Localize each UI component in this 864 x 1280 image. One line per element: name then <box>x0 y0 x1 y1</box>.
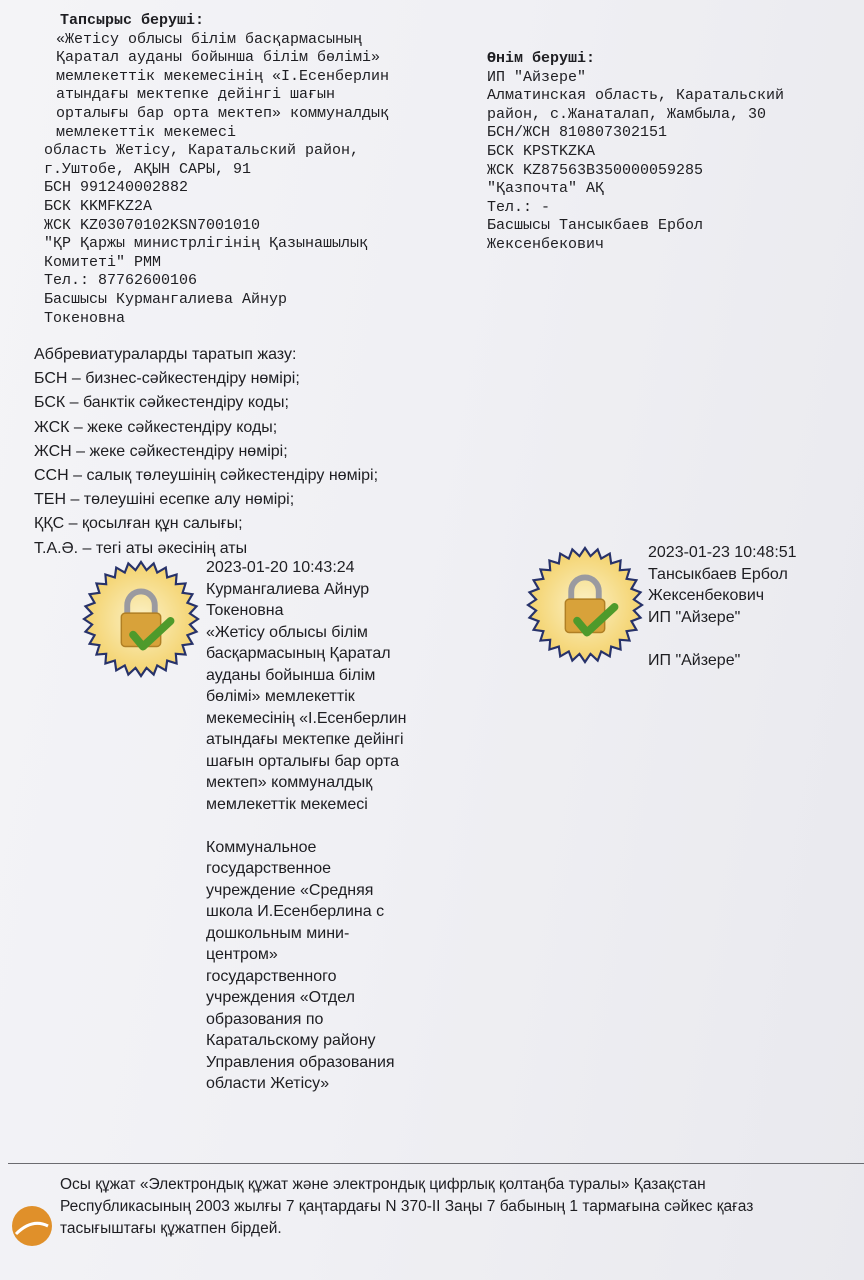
customer-heading: Тапсырыс беруші: <box>60 12 205 29</box>
signature-line: Тансыкбаев Ербол <box>648 565 788 583</box>
signature-line: басқармасының Қаратал <box>206 645 391 662</box>
signature-line: государственного <box>206 967 337 985</box>
supplier-line: ЖСК KZ87563B350000059285 <box>487 161 704 179</box>
abbreviation-item: ЖСН – жеке сәйкестендіру нөмірі; <box>34 442 288 460</box>
spacer <box>206 815 446 837</box>
signature-line: Управления образования <box>206 1053 395 1071</box>
customer-line: мемлекеттік мекемесі <box>56 123 237 141</box>
supplier-block <box>487 50 784 255</box>
customer-line: БСН 991240002882 <box>44 179 189 197</box>
customer-line: атындағы мектепке дейінгі шағын <box>56 86 336 104</box>
customer-line: Қаратал ауданы бойынша білім бөлімі» <box>56 49 381 67</box>
customer-line: Токеновна <box>44 309 126 327</box>
signature-line: Курмангалиева Айнур <box>206 580 370 598</box>
abbreviation-item: ТЕН – төлеушіні есепке алу нөмірі; <box>34 491 295 509</box>
signature-line: учреждение «Средняя <box>206 881 374 899</box>
supplier-line: Жексенбекович <box>487 235 605 253</box>
customer-line: Басшысы Курмангалиева Айнур <box>44 290 288 308</box>
customer-line: БСК KKMFKZ2A <box>44 197 153 215</box>
customer-line: орталығы бар орта мектеп» коммуналдық <box>56 104 390 122</box>
signature-line: школа И.Есенберлина с <box>206 903 385 920</box>
footer-line: Республикасының 2003 жылғы 7 қаңтардағы N 370-II Заңы 7 бабының 1 тармағына сәйкес қағаз <box>60 1198 754 1215</box>
supplier-heading: Өнім беруші: <box>487 50 596 67</box>
customer-line: Тел.: 87762600106 <box>44 272 198 290</box>
customer-line: г.Уштобе, АҚЫН САРЫ, 91 <box>44 160 252 178</box>
supplier-line: район, с.Жанаталап, Жамбыла, 30 <box>487 105 767 123</box>
signature-line: ИП "Айзере" <box>648 608 741 626</box>
supplier-line: БСК KPSTKZKA <box>487 142 596 160</box>
signature-timestamp: 2023-01-23 10:48:51 <box>648 544 797 561</box>
abbreviations-list <box>34 343 378 561</box>
signature-line: Токеновна <box>206 602 284 619</box>
customer-line: область Жетісу, Каратальский район, <box>44 142 360 160</box>
abbreviation-item: Т.А.Ә. – тегі аты әкесінің аты <box>34 539 248 557</box>
signature-seal-icon <box>526 546 644 664</box>
supplier-line: ИП "Айзере" <box>487 68 587 86</box>
customer-line: Комитеті" РММ <box>44 253 162 271</box>
footer-divider <box>8 1163 864 1164</box>
legal-footer <box>60 1174 860 1240</box>
supplier-line: БСН/ЖСН 810807302151 <box>487 124 668 142</box>
signature-line: ауданы бойынша білім <box>206 666 376 684</box>
signature-line: атындағы мектепке дейінгі <box>206 731 404 748</box>
signature-org: ИП "Айзере" <box>648 651 741 669</box>
signature-line: области Жетісу» <box>206 1075 330 1092</box>
signature-seal-icon <box>82 560 200 678</box>
customer-line: мемлекеттік мекемесінің «I.Есенберлин <box>56 67 390 85</box>
signature-line: учреждения «Отдел <box>206 989 355 1006</box>
abbreviation-item: БСК – банктік сәйкестендіру коды; <box>34 394 289 412</box>
footer-line: тасығыштағы құжатпен бірдей. <box>60 1220 282 1237</box>
customer-line: "ҚР Қаржы министрлігінің Қазынашылық <box>44 235 369 253</box>
abbreviation-item: ЖСК – жеке сәйкестендіру коды; <box>34 418 278 436</box>
signature-line: образования по <box>206 1010 324 1028</box>
supplier-line: Тел.: - <box>487 198 551 216</box>
signature-timestamp: 2023-01-20 10:43:24 <box>206 559 355 576</box>
abbreviation-item: БСН – бизнес-сәйкестендіру нөмірі; <box>34 370 300 388</box>
egov-logo-icon <box>10 1204 54 1248</box>
signature-line: центром» <box>206 946 278 963</box>
abbreviation-item: ҚҚС – қосылған құн салығы; <box>34 515 243 533</box>
customer-block <box>44 12 389 328</box>
signature-line: мекемесінің «I.Есенберлин <box>206 709 407 727</box>
signature-line: «Жетісу облысы білім <box>206 623 368 641</box>
signature-line: мемлекеттік мекемесі <box>206 795 368 813</box>
signature1-info <box>206 557 446 1095</box>
signature2-info <box>648 542 848 671</box>
signature-line: Коммунальное <box>206 838 317 856</box>
customer-line: ЖСК KZ03070102KSN7001010 <box>44 216 261 234</box>
supplier-line: "Қазпочта" АҚ <box>487 180 605 198</box>
signature-line: шағын орталығы бар орта <box>206 752 399 770</box>
footer-line: Осы құжат «Электрондық құжат және электрондық цифрлық қолтаңба туралы» Қазақстан <box>60 1176 706 1193</box>
signature-line: Каратальскому району <box>206 1032 376 1049</box>
signature-line: дошкольным мини- <box>206 924 350 942</box>
spacer <box>648 628 848 650</box>
abbreviation-item: ССН – салық төлеушінің сәйкестендіру нөмірі; <box>34 467 379 485</box>
signature-line: государственное <box>206 860 331 877</box>
signature-line: бөлімі» мемлекеттік <box>206 688 355 705</box>
signature-line: Жексенбекович <box>648 587 765 604</box>
customer-line: «Жетісу облысы білім басқармасының <box>56 30 363 48</box>
supplier-line: Басшысы Тансыкбаев Ербол <box>487 217 704 235</box>
abbreviations-heading: Аббревиатураларды таратып жазу: <box>34 346 297 363</box>
signature-line: мектеп» коммуналдық <box>206 774 373 791</box>
supplier-line: Алматинская область, Каратальский <box>487 87 785 105</box>
